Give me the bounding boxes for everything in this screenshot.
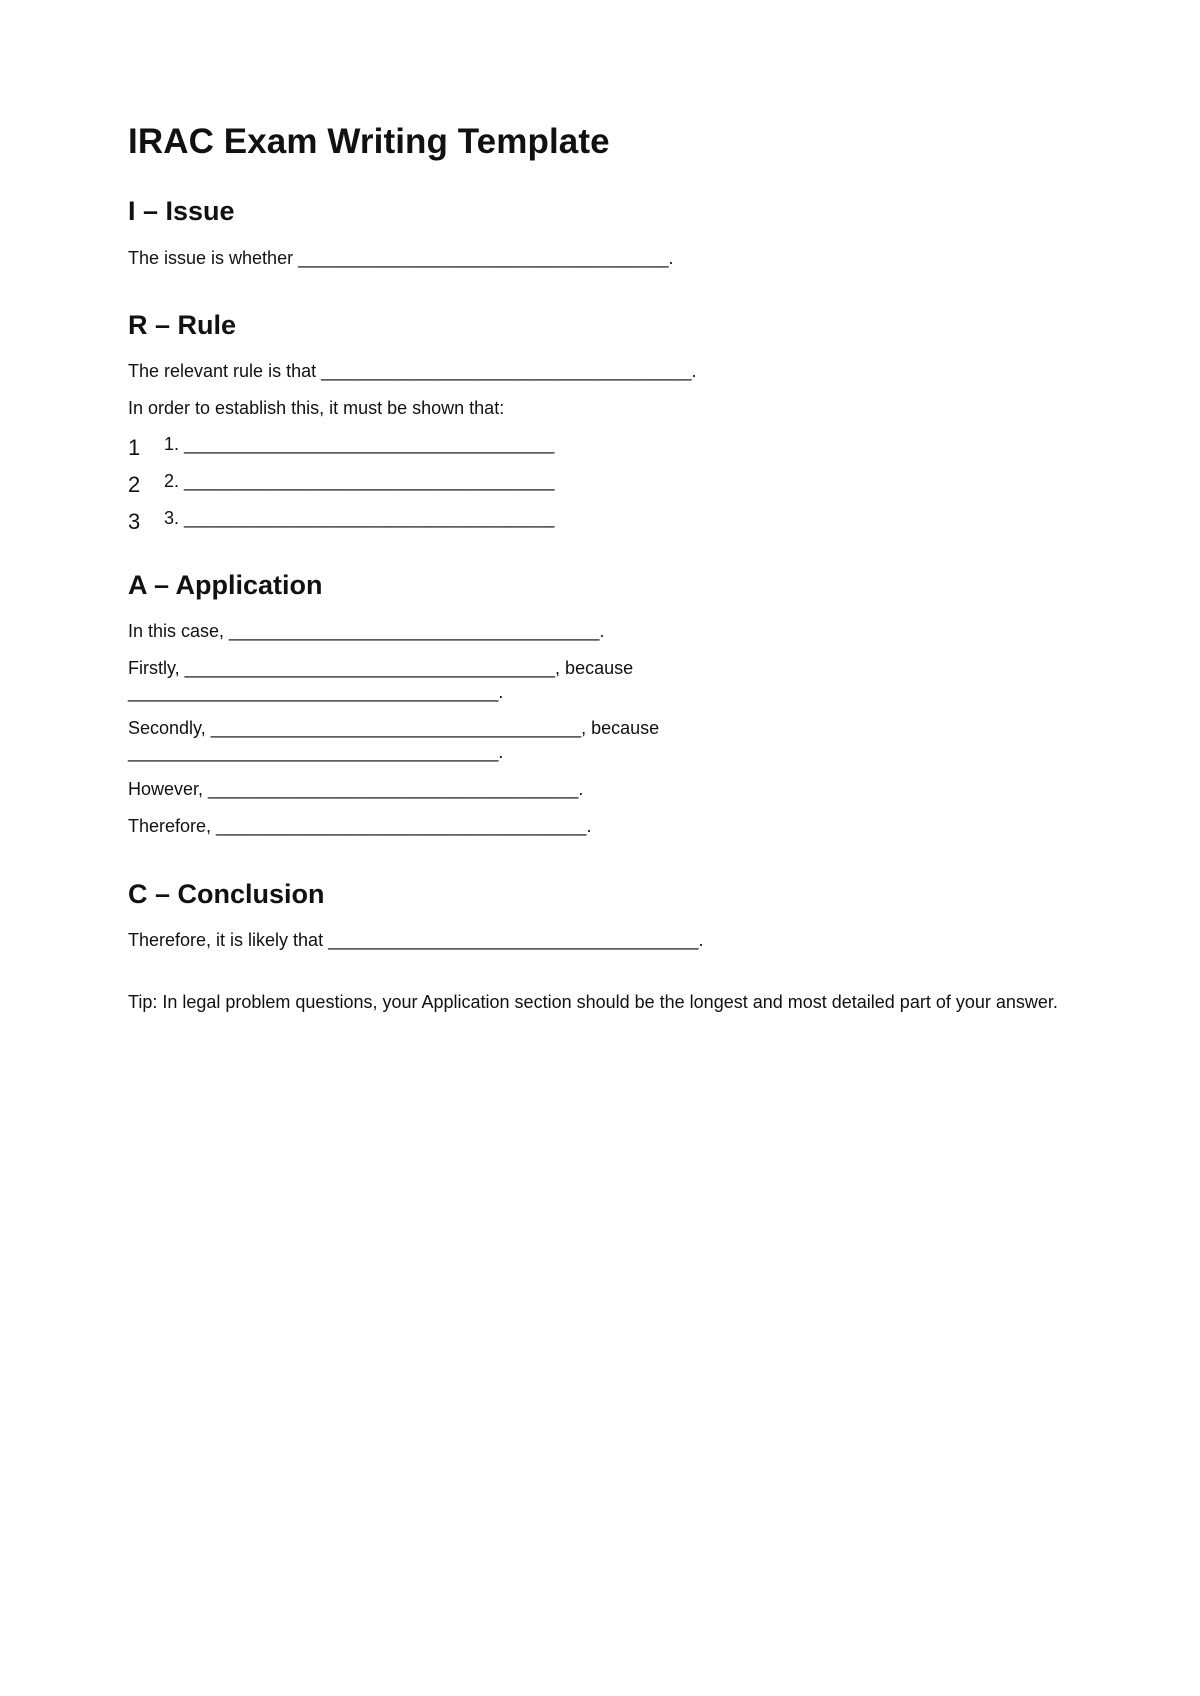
tip-note: Tip: In legal problem questions, your Application section should be the longest and most detailed part of your answer. <box>128 992 1058 1012</box>
conclusion-heading: C – Conclusion <box>128 879 325 909</box>
conclusion-line: Therefore, it is likely that _____________________________________. <box>128 930 704 950</box>
application-secondly-line: Secondly, _____________________________________, because <box>128 718 660 738</box>
rule-item-number: 1 <box>128 435 141 460</box>
rule-line: The relevant rule is that _____________________________________. <box>128 361 697 381</box>
rule-item-blank: 3. _____________________________________ <box>164 508 555 528</box>
application-heading: A – Application <box>128 570 323 600</box>
application-secondly-continuation: _____________________________________. <box>128 742 504 762</box>
rule-item-number: 3 <box>128 509 141 534</box>
rule-item-blank: 2. _____________________________________ <box>164 471 555 491</box>
application-however-line: However, _____________________________________. <box>128 779 584 799</box>
application-therefore-line: Therefore, _____________________________________. <box>128 816 592 836</box>
application-firstly-continuation: _____________________________________. <box>128 682 504 702</box>
page-title: IRAC Exam Writing Template <box>128 122 610 161</box>
application-case-line: In this case, _____________________________________. <box>128 621 605 641</box>
issue-line: The issue is whether _____________________________________. <box>128 248 674 268</box>
rule-item-number: 2 <box>128 472 141 497</box>
application-firstly-line: Firstly, _____________________________________, because <box>128 658 634 678</box>
rule-intro: In order to establish this, it must be shown that: <box>128 398 505 418</box>
issue-heading: I – Issue <box>128 196 235 226</box>
rule-heading: R – Rule <box>128 310 237 340</box>
rule-item-blank: 1. _____________________________________ <box>164 434 555 454</box>
